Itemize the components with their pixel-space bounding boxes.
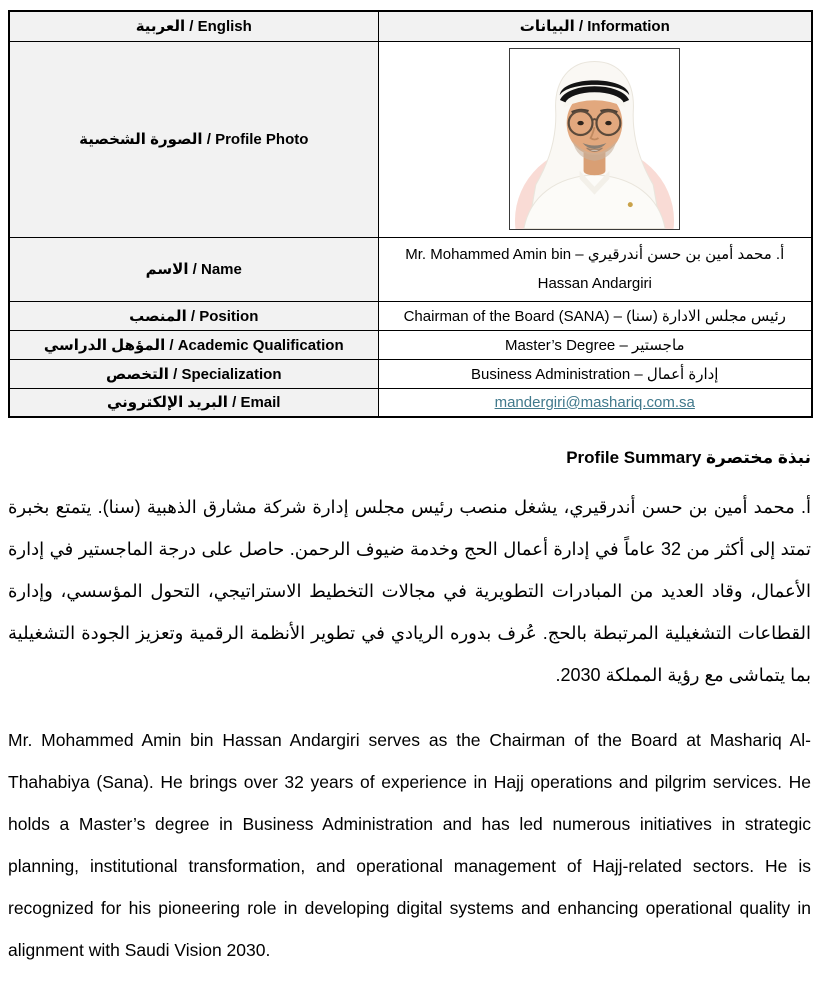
label-name: الاسم / Name xyxy=(9,237,378,301)
value-name: أ. محمد أمين بن حسن أندرقيري – Mr. Mohammed Amin bin Hassan Andargiri xyxy=(378,237,812,301)
profile-table xyxy=(8,10,813,418)
table-row-name xyxy=(9,237,812,301)
label-specialization: التخصص / Specialization xyxy=(9,359,378,388)
value-email-cell xyxy=(378,388,812,417)
profile-summary-heading: نبذة مختصرة Profile Summary xyxy=(566,448,811,467)
table-header-row xyxy=(9,11,812,41)
table-row-academic-qualification xyxy=(9,330,812,359)
table-row-photo xyxy=(9,41,812,237)
label-profile-photo: الصورة الشخصية / Profile Photo xyxy=(9,41,378,237)
summary-paragraph-arabic: أ. محمد أمين بن حسن أندرقيري، يشغل منصب رئيس مجلس إدارة شركة مشارق الذهبية (سنا). يتمتع بخبرة تمتد إلى أكثر من 32 عاماً في إدارة أعمال الحج وخدمة ضيوف الرحمن. حاصل على درجة الماجستير في إدارة الأعمال، وقاد العديد من المبادرات التطويرية في مجالات التخطيط الاستراتيجي، التحول المؤسسي، وإدارة القطاعات التشغيلية المرتبطة بالحج. عُرف بدوره الريادي في تطوير الأنظمة الرقمية وتعزيز الجودة التشغيلية بما يتماشى مع رؤية المملكة 2030. xyxy=(8,497,811,685)
label-academic-qualification: المؤهل الدراسي / Academic Qualification xyxy=(9,330,378,359)
summary-paragraph-english: Mr. Mohammed Amin bin Hassan Andargiri serves as the Chairman of the Board at Mashariq Al-Thahabiya (Sana). He brings over 32 years of experience in Hajj operations and pilgrim services. He holds a Master’s degree in Business Administration and has led numerous initiatives in strategic planning, institutional transformation, and operational management of Hajj-related sectors. He is recognized for his pioneering role in developing digital systems and enhancing operational quality in alignment with Saudi Vision 2030. xyxy=(8,730,811,960)
table-row-specialization xyxy=(9,359,812,388)
header-arabic-english: العربية / English xyxy=(9,11,378,41)
label-position: المنصب / Position xyxy=(9,301,378,330)
table-row-email xyxy=(9,388,812,417)
profile-photo-cell xyxy=(378,41,812,237)
label-email: البريد الإلكتروني / Email xyxy=(9,388,378,417)
email-link[interactable]: mandergiri@mashariq.com.sa xyxy=(494,393,695,411)
table-row-position xyxy=(9,301,812,330)
profile-photo xyxy=(509,48,680,230)
value-academic-qualification: ماجستير – Master’s Degree xyxy=(378,330,812,359)
portrait-illustration xyxy=(510,49,679,229)
value-position: رئيس مجلس الادارة (سنا) – Chairman of the Board (SANA) xyxy=(378,301,812,330)
header-information: البيانات / Information xyxy=(378,11,812,41)
value-specialization: إدارة أعمال – Business Administration xyxy=(378,359,812,388)
